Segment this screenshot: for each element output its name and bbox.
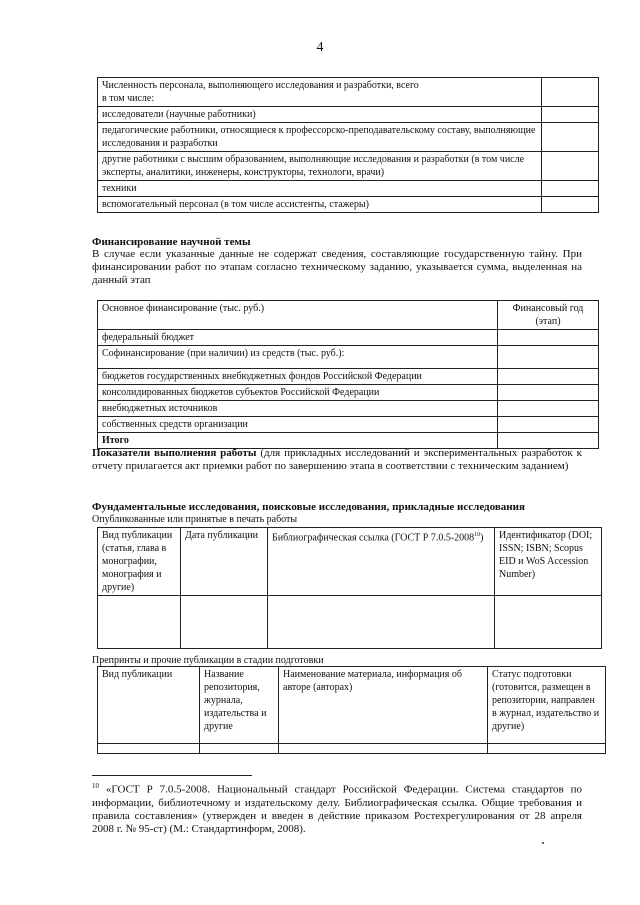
table-cell [498,385,599,401]
financing-header-right: Финансовый год (этап) [498,301,599,330]
table-cell: техники [98,181,542,197]
table-row [98,152,599,181]
preprint-repo-header: Название репозитория, журнала, издательства и другие [200,667,279,744]
preprint-material-header: Наименование материала, информация об авторе (авторах) [279,667,488,744]
table-cell: бюджетов государственных внебюджетных фондов Российской Федерации [98,369,498,385]
table-cell [488,744,606,754]
published-table [97,527,602,649]
table-cell [542,152,599,181]
table-cell: Софинансирование (при наличии) из средств (тыс. руб.): [98,346,498,369]
table-row [98,667,606,744]
table-cell: другие работники с высшим образованием, выполняющие исследования и разработки (в том числе эксперты, аналитики, инженеры, конструкторы, технологи, врачи) [98,152,542,181]
indicators-body: (для прикладных исследований и экспериментальных разработок к отчету прилагается акт приемки работ по завершению этапа в соответствии с техническим заданием) [92,447,582,472]
footnote [92,780,582,836]
table-cell: Численность персонала, выполняющего исследования и разработки, всего в том числе: [98,78,542,107]
table-row [98,401,599,417]
pub-type-header: Вид публикации (статья, глава в монографии, монография и другие) [98,528,181,596]
page-number: 4 [316,40,324,55]
table-row [98,330,599,346]
table-row [98,181,599,197]
table-cell [200,744,279,754]
published-caption: Опубликованные или принятые в печать работы [92,514,298,525]
table-cell [98,744,200,754]
research-heading: Фундаментальные исследования, поисковые исследования, прикладные исследования [92,501,525,513]
table-cell [498,401,599,417]
table-row [98,197,599,213]
table-cell: федеральный бюджет [98,330,498,346]
scan-speck [542,842,544,844]
footnote-divider [92,775,252,776]
preprints-caption: Препринты и прочие публикации в стадии подготовки [92,655,324,666]
financing-table [97,300,599,449]
pub-ref-header [268,528,495,596]
pub-id-header: Идентификатор (DOI; ISSN; ISBN; Scopus EID и WoS Accession Number) [495,528,602,596]
table-cell: вспомогательный персонал (в том числе ассистенты, стажеры) [98,197,542,213]
table-cell [542,107,599,123]
indicators-text [92,447,582,473]
table-cell [498,417,599,433]
table-row [98,107,599,123]
preprints-table [97,666,606,754]
table-row [98,385,599,401]
preprint-type-header: Вид публикации [98,667,200,744]
financing-text: В случае если указанные данные не содержат сведения, составляющие государственную тайну. При финансировании работ по этапам согласно техническому заданию, указывается сумма, выделенная на данный этап [92,248,582,286]
footnote-text: «ГОСТ Р 7.0.5-2008. Национальный стандарт Российской Федерации. Система стандартов по информации, библиотечному и издательскому делу. Библиографическая ссылка. Общие требования и правила составления» (утвержден и введен в действие приказом Ростехрегулирования от 28 апреля 2008 г. № 95-ст) (М.: Стандартинформ, 2008). [92,783,582,835]
pub-ref-text: Библиографическая ссылка (ГОСТ Р 7.0.5-2008 [272,532,475,544]
table-cell: Итого [98,433,498,449]
table-cell [498,330,599,346]
table-row [98,528,602,596]
staff-table [97,77,599,213]
table-cell [542,123,599,152]
table-row [98,301,599,330]
indicators-heading: Показатели выполнения работы [92,447,257,459]
pub-ref-close: ) [480,532,484,544]
table-cell: педагогические работники, относящиеся к профессорско-преподавательскому составу, выполняющие исследования и разработки [98,123,542,152]
table-cell [542,197,599,213]
table-row [98,369,599,385]
table-cell [268,596,495,649]
financing-header-left: Основное финансирование (тыс. руб.) [98,301,498,330]
table-row [98,744,606,754]
table-cell [279,744,488,754]
table-cell: консолидированных бюджетов субъектов Российской Федерации [98,385,498,401]
table-row [98,346,599,369]
footnote-mark: 10 [92,782,99,790]
table-cell [98,596,181,649]
table-cell: исследователи (научные работники) [98,107,542,123]
table-cell: собственных средств организации [98,417,498,433]
table-cell [498,369,599,385]
table-cell [498,346,599,369]
table-row [98,596,602,649]
financing-heading: Финансирование научной темы [92,236,251,248]
table-cell [181,596,268,649]
table-row [98,123,599,152]
preprint-status-header: Статус подготовки (готовится, размещен в репозитории, направлен в журнал, издательство и другие) [488,667,606,744]
table-cell [542,78,599,107]
table-row [98,417,599,433]
table-cell [495,596,602,649]
pub-date-header: Дата публикации [181,528,268,596]
table-cell: внебюджетных источников [98,401,498,417]
footnote-ref: 10 [474,532,481,538]
table-cell [542,181,599,197]
table-row [98,78,599,107]
